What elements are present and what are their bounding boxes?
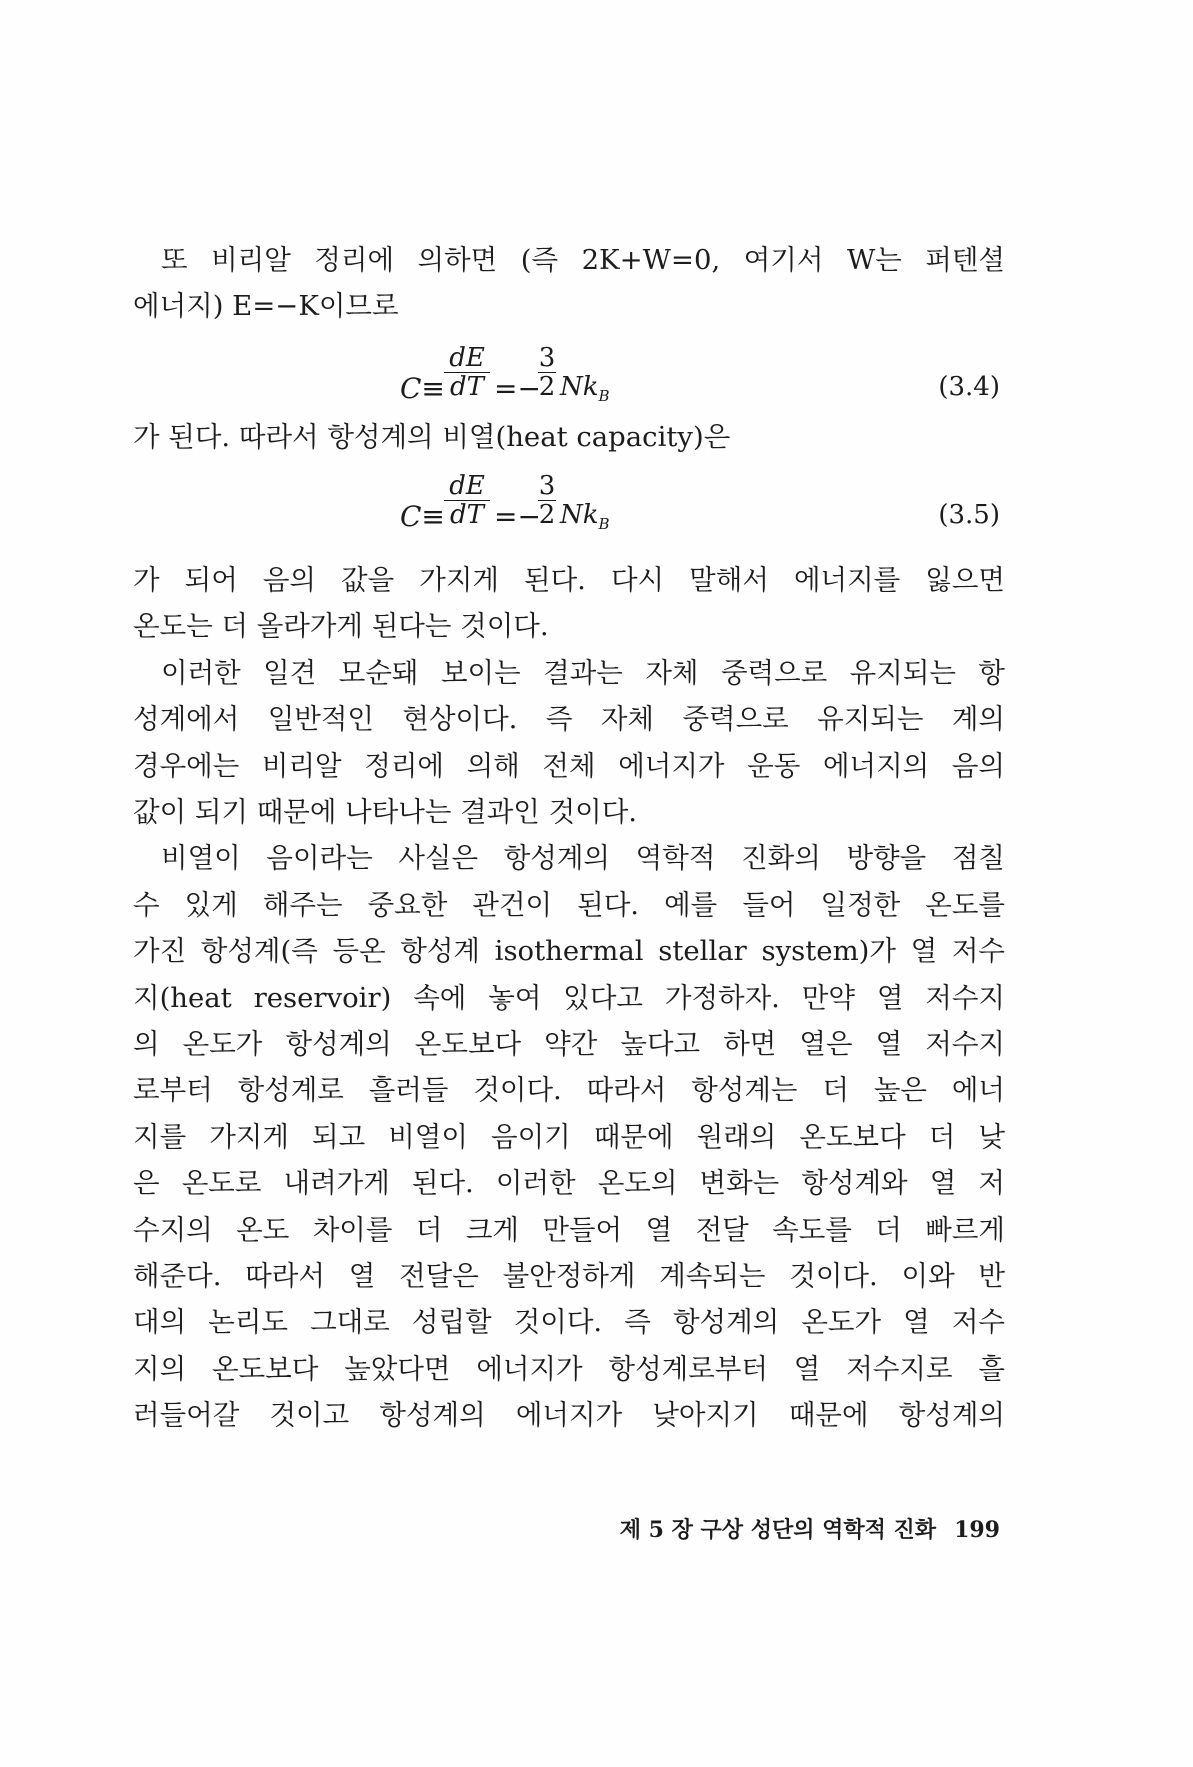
paragraph-virial-intro <box>133 238 1005 328</box>
page-number: 199 <box>954 1517 1000 1543</box>
page-footer <box>530 1510 1000 1550</box>
text-line: 이러한 일견 모순돼 보이는 결과는 자체 중력으로 유지되는 항 <box>161 656 1005 689</box>
text-line: 러들어갈 것이고 항성계의 에너지가 낮아지기 때문에 항성계의 <box>133 1399 1005 1432</box>
text-line: 의 온도가 항성계의 온도보다 약간 높다고 하면 열은 열 저수지 <box>133 1028 1005 1060</box>
eq-lhs: C≡ <box>400 500 445 533</box>
text-line: 가 된다. 따라서 항성계의 비열(heat capacity)은 <box>133 421 731 453</box>
eq-fraction-dE-dT <box>444 344 490 401</box>
chapter-title: 제 5 장 구상 성단의 역학적 진화 <box>619 1517 937 1543</box>
eq-coef-numerator: 3 <box>538 471 556 501</box>
eq-coef-numerator: 3 <box>538 343 556 373</box>
text-line: 해준다. 따라서 열 전달은 불안정하게 계속되는 것이다. 이와 반 <box>133 1260 1005 1292</box>
text-line: 가진 항성계(즉 등온 항성계 isothermal stellar system)가 열 저수 <box>133 935 1005 968</box>
text-line: 값이 되기 때문에 나타나는 결과인 것이다. <box>133 796 638 828</box>
text-line: 비열이 음이라는 사실은 항성계의 역학적 진화의 방향을 점칠 <box>161 842 1005 875</box>
equation-3-5 <box>400 471 1000 558</box>
eq-fraction-three-halves <box>538 472 556 529</box>
eq-rhs-subscript: B <box>598 387 610 406</box>
eq-equals-minus: =− <box>494 372 541 405</box>
text-line: 로부터 항성계로 흘러들 것이다. 따라서 항성계는 더 높은 에너 <box>133 1074 1005 1107</box>
text-line: 지(heat reservoir) 속에 놓여 있다고 가정하자. 만약 열 저수지 <box>133 981 1005 1014</box>
paragraph-heat-capacity <box>133 415 1005 459</box>
text-line: 경우에는 비리알 정리에 의해 전체 에너지가 운동 에너지의 음의 <box>133 749 1005 782</box>
eq-rhs-main: Nk <box>560 372 599 402</box>
eq-rhs-main: Nk <box>560 500 599 530</box>
equation-number: (3.4) <box>938 372 1000 402</box>
paragraph-negative-heat-capacity <box>133 558 1005 1438</box>
text-line: 에너지) E=−K이므로 <box>133 290 399 322</box>
eq-rhs <box>560 500 610 533</box>
text-line: 지의 온도보다 높았다면 에너지가 항성계로부터 열 저수지로 흘 <box>133 1352 1005 1385</box>
eq-rhs-subscript: B <box>598 515 610 534</box>
text-line: 수지의 온도 차이를 더 크게 만들어 열 전달 속도를 더 빠르게 <box>133 1213 1005 1246</box>
eq-fraction-denominator: dT <box>450 372 484 402</box>
eq-coef-denominator: 2 <box>538 500 556 530</box>
eq-equals-minus: =− <box>494 500 541 533</box>
text-line: 수 있게 해주는 중요한 관건이 된다. 예를 들어 일정한 온도를 <box>133 888 1005 921</box>
equation-number: (3.5) <box>938 500 1000 530</box>
eq-fraction-numerator: dE <box>449 343 485 373</box>
eq-rhs <box>560 372 610 405</box>
eq-lhs: C≡ <box>400 372 445 405</box>
text-line: 가 되어 음의 값을 가지게 된다. 다시 말해서 에너지를 잃으면 <box>133 564 1005 596</box>
text-line: 온도는 더 올라가게 된다는 것이다. <box>133 610 549 643</box>
eq-coef-denominator: 2 <box>538 372 556 402</box>
text-line: 또 비리알 정리에 의하면 (즉 2K+W=0, 여기서 W는 퍼텐셜 <box>161 244 1005 276</box>
text-line: 은 온도로 내려가게 된다. 이러한 온도의 변화는 항성계와 열 저 <box>133 1167 1005 1200</box>
eq-fraction-numerator: dE <box>449 471 485 501</box>
text-line: 성계에서 일반적인 현상이다. 즉 자체 중력으로 유지되는 계의 <box>133 703 1005 736</box>
text-line: 지를 가지게 되고 비열이 음이기 때문에 원래의 온도보다 더 낮 <box>133 1120 1005 1153</box>
eq-fraction-dE-dT <box>444 472 490 529</box>
eq-fraction-three-halves <box>538 344 556 401</box>
eq-fraction-denominator: dT <box>450 500 484 530</box>
text-line: 대의 논리도 그대로 성립할 것이다. 즉 항성계의 온도가 열 저수 <box>133 1306 1005 1339</box>
